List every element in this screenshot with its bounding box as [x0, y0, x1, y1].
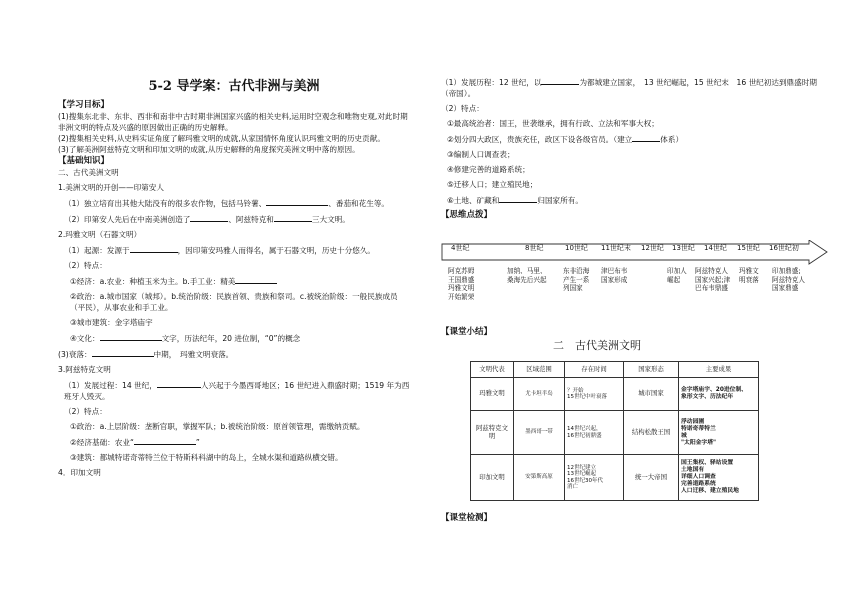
- tick-label: 13世纪: [672, 244, 695, 252]
- s3-item-2: （2）特点：: [64, 407, 107, 416]
- summary-heading: 【课堂小结】: [441, 327, 493, 337]
- s1-item-1: （1）独立培育出其他大陆没有的很多农作物，包括马铃薯、 、番茄和花生等。: [64, 199, 390, 208]
- table-row: [471, 455, 759, 501]
- column-header: 文明代表: [471, 362, 514, 378]
- timeline-event: 玛雅文 明衰落: [739, 267, 759, 284]
- timeline-event: 阿克苏姆 王国鼎盛 玛雅文明 开始繁荣: [448, 267, 475, 301]
- summary-table: [470, 361, 759, 501]
- tick-label: 15世纪: [737, 244, 760, 252]
- timeline-event: 加纳、马里、 桑海先后兴起: [507, 267, 547, 284]
- timeline-event: 印加人 崛起: [667, 267, 687, 284]
- tick-label: 16世纪初: [769, 244, 799, 252]
- fill-blank[interactable]: [190, 213, 228, 222]
- time-cell: ？开始 15世纪中叶衰落: [565, 378, 624, 411]
- fill-blank[interactable]: [235, 275, 277, 284]
- s3-politics: ①政治：a.上层阶级：垄断官职，掌握军队；b.被统治阶级：原首领管理，需缴纳贡赋。: [70, 422, 365, 431]
- table-header-row: [471, 362, 759, 378]
- inca-feature-6: ⑥土地、矿藏和 归国家所有。: [447, 196, 583, 205]
- thinking-heading: 【思维点拨】: [441, 210, 493, 220]
- civilization-name: 阿兹特克文明: [471, 411, 514, 455]
- page-title: 5-2 导学案：古代非洲与美洲: [148, 79, 320, 94]
- inca-item-1: （1）发展历程：12 世纪，以 为都城建立国家， 13 世纪崛起，15 世纪末 16 世纪初达到鼎盛时期（帝国）。: [441, 78, 817, 98]
- fill-blank[interactable]: [632, 133, 660, 142]
- timeline-event: 印加鼎盛; 阿兹特克人 国家鼎盛: [772, 267, 805, 292]
- fill-blank[interactable]: [130, 244, 178, 253]
- tick-label: 10世纪: [565, 244, 588, 252]
- s3-item-1: （1）发展过程：14 世纪， 人兴起于今墨西哥地区；16 世纪进入鼎盛时期；1519 年为西班牙人毁灭。: [64, 381, 410, 401]
- summary-title: 二 古代美洲文明: [553, 339, 641, 352]
- s2-decline: (3)衰落： 中期， 玛雅文明衰落。: [58, 350, 234, 359]
- tick-label: 14世纪: [704, 244, 727, 252]
- test-heading: 【课堂检测】: [441, 513, 493, 523]
- left-column: [58, 78, 410, 478]
- subsection-3: 3.阿兹特克文明: [58, 365, 111, 374]
- fill-blank[interactable]: [92, 348, 154, 357]
- column-header: 区域范围: [514, 362, 565, 378]
- civilization-name: 印加文明: [471, 455, 514, 501]
- s3-architecture: ③建筑：都城特诺奇蒂特兰位于特斯科科湖中的岛上，全城水渠和道路纵横交错。: [70, 453, 343, 462]
- fill-blank[interactable]: [100, 332, 162, 341]
- timeline-event: 东非沿海 产生一系 列国家: [563, 267, 590, 292]
- achievements-cell: 国王集权、驿站设置 土地国有 详细人口调查 完善道路系统 人口迁移、建立殖民地: [679, 455, 759, 501]
- subsection-2: 2.玛雅文明（石器文明）: [58, 230, 142, 239]
- time-cell: 14世纪兴起， 16世纪初鼎盛: [565, 411, 624, 455]
- timeline-event: 阿兹特克人 国家兴起;津 巴布韦鼎盛: [695, 267, 731, 292]
- s3-economy: ②经济基础：农业“ ”: [70, 438, 200, 447]
- inca-feature-3: ③编制人口调查表；: [447, 150, 515, 159]
- subsection-4: 4．印加文明: [58, 468, 101, 477]
- right-column: [441, 76, 829, 523]
- fill-blank[interactable]: [134, 436, 196, 445]
- fill-blank[interactable]: [274, 213, 312, 222]
- region-cell: 尤卡坦半岛: [514, 378, 565, 411]
- inca-feature-2: ②划分四大政区，贵族充任，政区下设各级官员。（建立 体系）: [447, 135, 684, 144]
- s2-culture: ④文化： 文字，历法纪年，20 进位制，“0”的概念: [70, 334, 301, 343]
- fill-blank[interactable]: [541, 76, 579, 85]
- region-cell: 安第斯高原: [514, 455, 565, 501]
- s2-economy: ①经济：a.农业：种植玉米为主。b.手工业：精美: [58, 275, 410, 287]
- form-cell: 统一大帝国: [624, 455, 679, 501]
- tick-label: 11世纪末: [601, 244, 631, 252]
- civilization-name: 玛雅文明: [471, 378, 514, 411]
- time-cell: 12世纪建立 13世纪崛起 16世纪30年代 消亡: [565, 455, 624, 501]
- table-row: [471, 378, 759, 411]
- form-cell: 结构松散王国: [624, 411, 679, 455]
- inca-feature-4: ④修建完善的道路系统；: [447, 165, 530, 174]
- subsection-1: 1.美洲文明的开创——印第安人: [58, 183, 164, 192]
- column-header: 存在时间: [565, 362, 624, 378]
- table-row: [471, 411, 759, 455]
- inca-feature-1: ①最高统治者：国王，世袭继承，拥有行政、立法和军事大权；: [447, 119, 659, 128]
- achievements-cell: 金字塔庙宇、20进位制、 象形文字、历法纪年: [679, 378, 759, 411]
- achievements-cell: 浮动园圃 特诺奇蒂特兰 城 "太阳金字塔": [679, 411, 759, 455]
- form-cell: 城市国家: [624, 378, 679, 411]
- goals-heading: 【学习目标】: [58, 100, 110, 110]
- s1-item-2: （2）印第安人先后在中南美洲创造了 、阿兹特克和 三大文明。: [64, 215, 350, 224]
- goal-3: (3)了解美洲阿兹特克文明和印加文明的成就,从历史解释的角度探究美洲文明中落的原因。: [58, 145, 360, 154]
- basics-heading: 【基础知识】: [58, 156, 110, 166]
- timeline-event: 津巴布韦 国家形成: [601, 267, 628, 284]
- region-cell: 墨西哥一带: [514, 411, 565, 455]
- s2-architecture: ③城市建筑：金字塔庙宇: [70, 318, 153, 327]
- goal-2: (2)搜集相关史料,从史料实证角度了解玛雅文明的成就,从家国情怀角度认识玛雅文明的历史贡献。: [58, 134, 385, 143]
- s2-item-1: （1）起源：发源于 ，因印第安玛雅人而得名，属于石器文明，历史十分悠久。: [64, 246, 376, 255]
- fill-blank[interactable]: [499, 194, 537, 203]
- tick-label: 4世纪: [451, 244, 470, 252]
- inca-feature-5: ⑤迁移人口；建立殖民地；: [447, 180, 538, 189]
- timeline: [441, 240, 829, 310]
- fill-blank[interactable]: [266, 197, 328, 206]
- s2-politics: ②政治：a.城市国家（城邦）。b.统治阶级：民族首领、贵族和祭司。c.被统治阶级：一般民族成员（平民），从事农业和手工业。: [70, 292, 398, 312]
- section-heading: 二、古代美洲文明: [58, 168, 119, 177]
- s2-item-2: （2）特点：: [64, 261, 107, 270]
- tick-label: 12世纪: [641, 244, 664, 252]
- inca-item-2: （2）特点：: [441, 104, 484, 113]
- goal-1: (1)搜集东北非、东非、西非和南非中古时期非洲国家兴盛的相关史料,运用时空观念和唯物史观,对此时期非洲文明的特点及兴盛的原因做出正确的历史解释。: [58, 112, 408, 132]
- tick-label: 8世纪: [525, 244, 544, 252]
- column-header: 国家形态: [624, 362, 679, 378]
- fill-blank[interactable]: [157, 379, 201, 388]
- column-header: 主要成果: [679, 362, 759, 378]
